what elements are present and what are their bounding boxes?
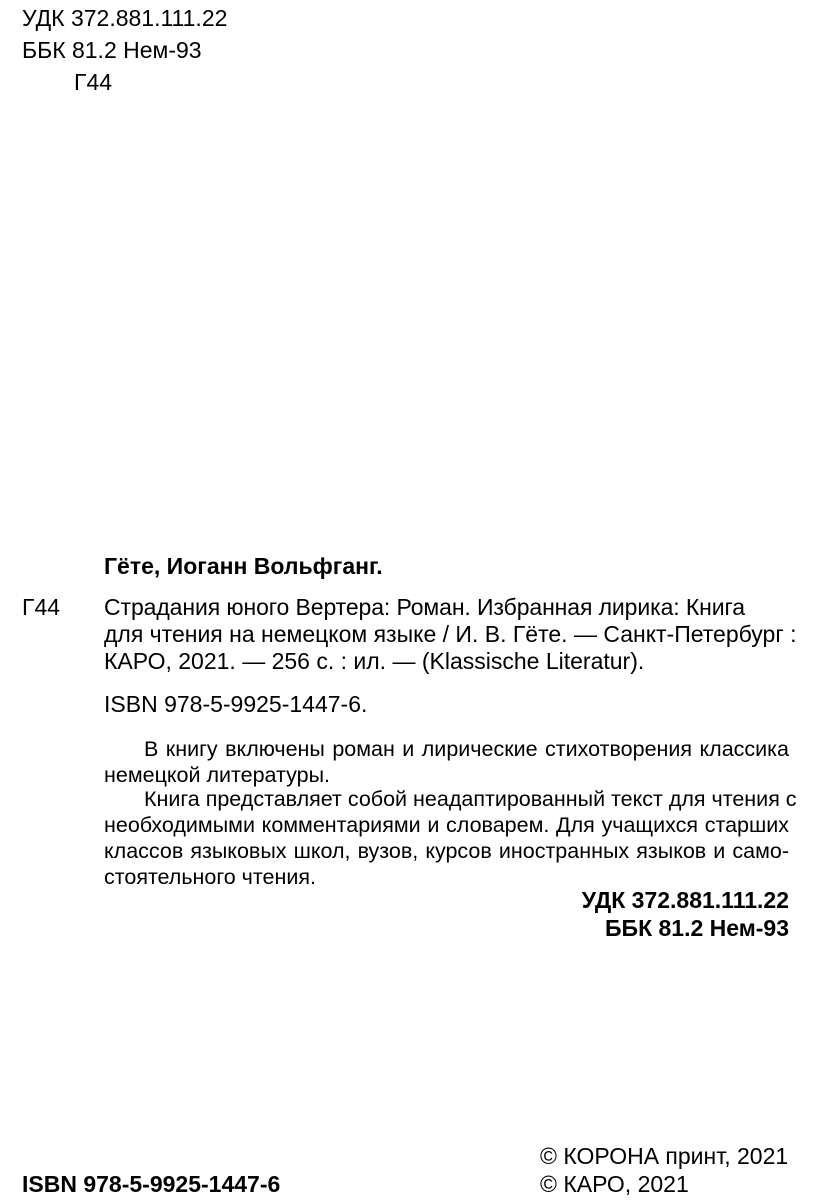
bbk-code-bottom: ББК 81.2 Нем-93 [605,915,789,941]
author-mark-top: Г44 [74,69,113,95]
udk-code-top: УДК 372.881.111.22 [22,5,228,31]
copyright-line: © КОРОНА принт, 2021 [540,1143,789,1169]
udk-code-bottom: УДК 372.881.111.22 [581,887,789,913]
isbn-card: ISBN 978-5-9925-1447-6. [104,691,368,717]
abstract-line: необходимыми комментариями и словарем. Для учащихся старших [104,813,789,837]
author-mark-card: Г44 [22,594,61,620]
abstract-line: В книгу включены роман и лирические стихотворения классика [144,737,789,761]
abstract-line: Книга представляет собой неадаптированный текст для чтения с [144,787,797,811]
abstract-line: стоятельного чтения. [104,865,316,889]
author-heading: Гёте, Иоганн Вольфганг. [104,553,383,579]
description-line: КАРО, 2021. — 256 с. : ил. — (Klassische Literatur). [104,648,645,674]
description-line: Страдания юного Вертера: Роман. Избранная лирика: Книга [104,594,745,620]
description-line: для чтения на немецком языке / И. В. Гёте. — Санкт-Петербург : [104,621,797,647]
abstract-line: классов языковых школ, вузов, курсов иностранных языков и само- [104,839,789,863]
bbk-code-top: ББК 81.2 Нем-93 [22,37,202,63]
copyright-line: © КАРО, 2021 [540,1171,689,1197]
abstract-line: немецкой литературы. [104,763,331,787]
isbn-footer: ISBN 978-5-9925-1447-6 [22,1171,281,1197]
